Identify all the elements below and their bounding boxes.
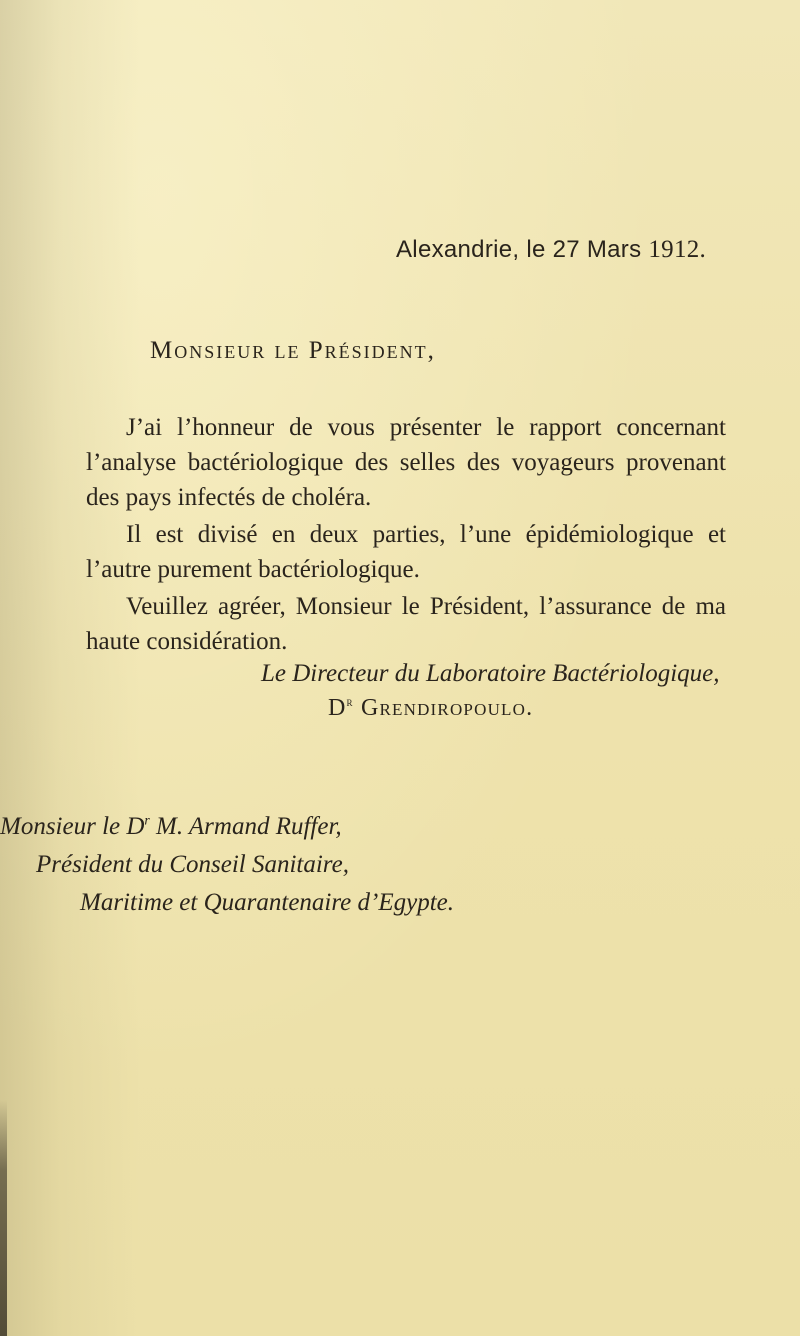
salutation: Monsieur le Président, bbox=[150, 337, 436, 364]
paragraph-2: Il est divisé en deux parties, l’une épidémiologique et l’autre purement bactériologique. bbox=[86, 521, 726, 583]
addressee-line-3: Maritime et Quarantenaire d’Egypte. bbox=[80, 889, 454, 916]
signature-name-text: Grendiropoulo. bbox=[353, 695, 534, 721]
signature-name-prefix-sup: r bbox=[346, 694, 354, 709]
signature-name-prefix: D bbox=[328, 695, 347, 721]
dateline-place-date: Alexandrie, le 27 Mars bbox=[396, 236, 649, 263]
signature-name bbox=[328, 695, 533, 722]
signature-title: Le Directeur du Laboratoire Bactériologique, bbox=[261, 660, 720, 687]
addressee-line-1-sup: r bbox=[144, 812, 150, 828]
paragraph-3: Veuillez agréer, Monsieur le Président, l’assurance de ma haute considération. bbox=[86, 593, 726, 655]
addressee-block bbox=[0, 808, 454, 922]
letter-body bbox=[86, 410, 726, 659]
addressee-line-1 bbox=[0, 808, 454, 846]
paragraph-1: J’ai l’honneur de vous présenter le rapport concernant l’analyse bactériologique des selles des voyageurs provenant des pays infectés de choléra. bbox=[86, 414, 726, 511]
addressee-line-1-start: Monsieur le D bbox=[0, 813, 145, 840]
addressee-line-1-end: M. Armand Ruffer, bbox=[149, 813, 342, 840]
dateline bbox=[396, 236, 706, 264]
dateline-year: 1912. bbox=[648, 236, 707, 263]
page-edge-shadow bbox=[0, 1100, 7, 1336]
addressee-line-2: Président du Conseil Sanitaire, bbox=[36, 851, 349, 878]
